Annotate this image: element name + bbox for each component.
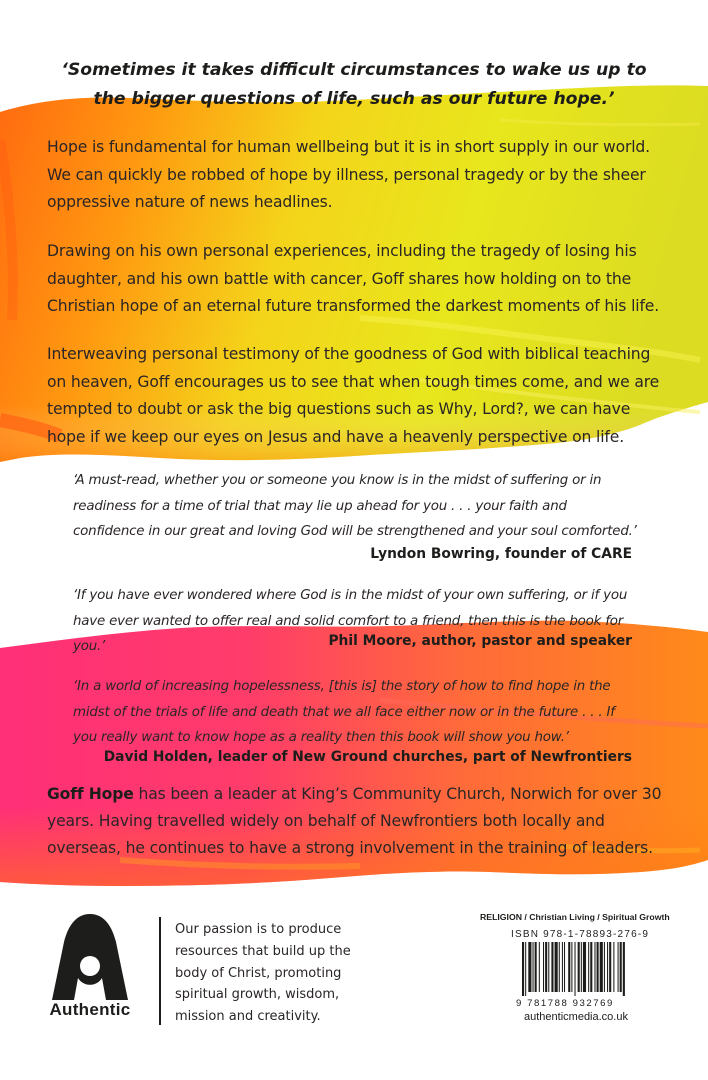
barcode-bar [548, 942, 549, 992]
endorsement-author-2: Phil Moore, author, pastor and speaker [328, 633, 632, 649]
barcode-bar [597, 942, 599, 992]
barcode-bar [583, 942, 586, 992]
barcode-bar [588, 942, 589, 992]
barcode-bar [528, 942, 531, 992]
publisher-name: Authentic [49, 1000, 131, 1019]
barcode-bar [600, 942, 603, 992]
barcode-bar [607, 942, 608, 992]
barcode-bar [525, 942, 526, 996]
barcode-bar [613, 942, 614, 992]
barcode-bar [581, 942, 582, 992]
endorsement-quote-1: ‘A must-read, whether you or someone you know is in the midst of suffering or in readiness for a time of trial that may lie up ahead for you . . . your faith and confidence in our great and loving God will be strengthened and your soul comforted.’ [73, 473, 637, 539]
barcode-bar [618, 942, 619, 992]
endorsement-quote-3: ‘In a world of increasing hopelessness, [this is] the story of how to find hope in the midst of the trials of life and death that we all face either now or in the future . . . If you really want to know hope as a reality then this book will show you how.’ [73, 679, 615, 745]
barcode-bar [590, 942, 592, 992]
barcode-bar [562, 942, 563, 992]
description-paragraph-1: Hope is fundamental for human wellbeing but it is in short supply in our world. We can quickly be robbed of hope by illness, personal tragedy or by the sheer oppressive nature of news headlines. [47, 138, 650, 211]
author-bio [47, 781, 667, 862]
barcode-bar [604, 942, 605, 992]
publisher-website: authenticmedia.co.uk [524, 1011, 628, 1023]
tagline-quote [40, 56, 668, 114]
barcode-bar [543, 942, 544, 992]
barcode-bar [620, 942, 622, 992]
barcode-bar [575, 942, 576, 996]
barcode-bar [571, 942, 572, 992]
barcode-bar [545, 942, 547, 992]
barcode-bar [522, 942, 524, 996]
barcode-bar [539, 942, 540, 992]
barcode-bar [623, 942, 625, 996]
barcode-digits: 9 781788 932769 [516, 998, 614, 1009]
isbn-label: ISBN 978-1-78893-276-9 [511, 929, 650, 940]
endorsement-author-3: David Holden, leader of New Ground churches, part of Newfrontiers [103, 749, 632, 765]
tagline-line-1: ‘Sometimes it takes difficult circumstances to wake us up to [61, 60, 647, 80]
publisher-mission: Our passion is to produce resources that build up the body of Christ, promoting spiritual growth, wisdom, mission and creativity. [175, 922, 351, 1025]
barcode-bar [559, 942, 560, 992]
authentic-logo-icon [40, 912, 140, 1002]
author-bio-text: has been a leader at King’s Community Church, Norwich for over 30 years. Having travelled widely on behalf of Newfrontiers both locally and overseas, he continues to have a strong involvement in the training of leaders. [47, 785, 662, 857]
barcode-bar [594, 942, 595, 992]
description-paragraph-3: Interweaving personal testimony of the goodness of God with biblical teaching on heaven, Goff encourages us to see that when tough times come, and we are tempted to doubt or ask the big questions such as Why, Lord?, we can have hope if we keep our eyes on Jesus and have a heavenly perspective on life. [47, 345, 660, 446]
description-paragraph-2: Drawing on his own personal experiences, including the tragedy of losing his daughter, and his own battle with cancer, Goff shares how holding on to the Christian hope of an eternal future transformed the darkest moments of his life. [47, 242, 660, 315]
barcode-bar [535, 942, 537, 992]
category-label: RELIGION / Christian Living / Spiritual Growth [480, 912, 670, 922]
endorsement-author-1: Lyndon Bowring, founder of CARE [370, 546, 632, 562]
barcode-bar [609, 942, 611, 992]
tagline-line-2: the bigger questions of life, such as our future hope.’ [93, 89, 615, 109]
endorsement-quote-2: ‘If you have ever wondered where God is in the midst of your own suffering, or if you have ever wanted to offer real and solid comfort to a friend, then this is the book for you.’ [73, 588, 628, 654]
barcode-bar [555, 942, 558, 992]
barcode-bar [578, 942, 580, 992]
barcode-bar [551, 942, 553, 992]
barcode-bar [564, 942, 565, 992]
barcode-bar [568, 942, 570, 992]
divider [159, 917, 161, 1025]
barcode [518, 942, 646, 996]
barcode-bar [533, 942, 534, 992]
author-name: Goff Hope [47, 785, 134, 803]
